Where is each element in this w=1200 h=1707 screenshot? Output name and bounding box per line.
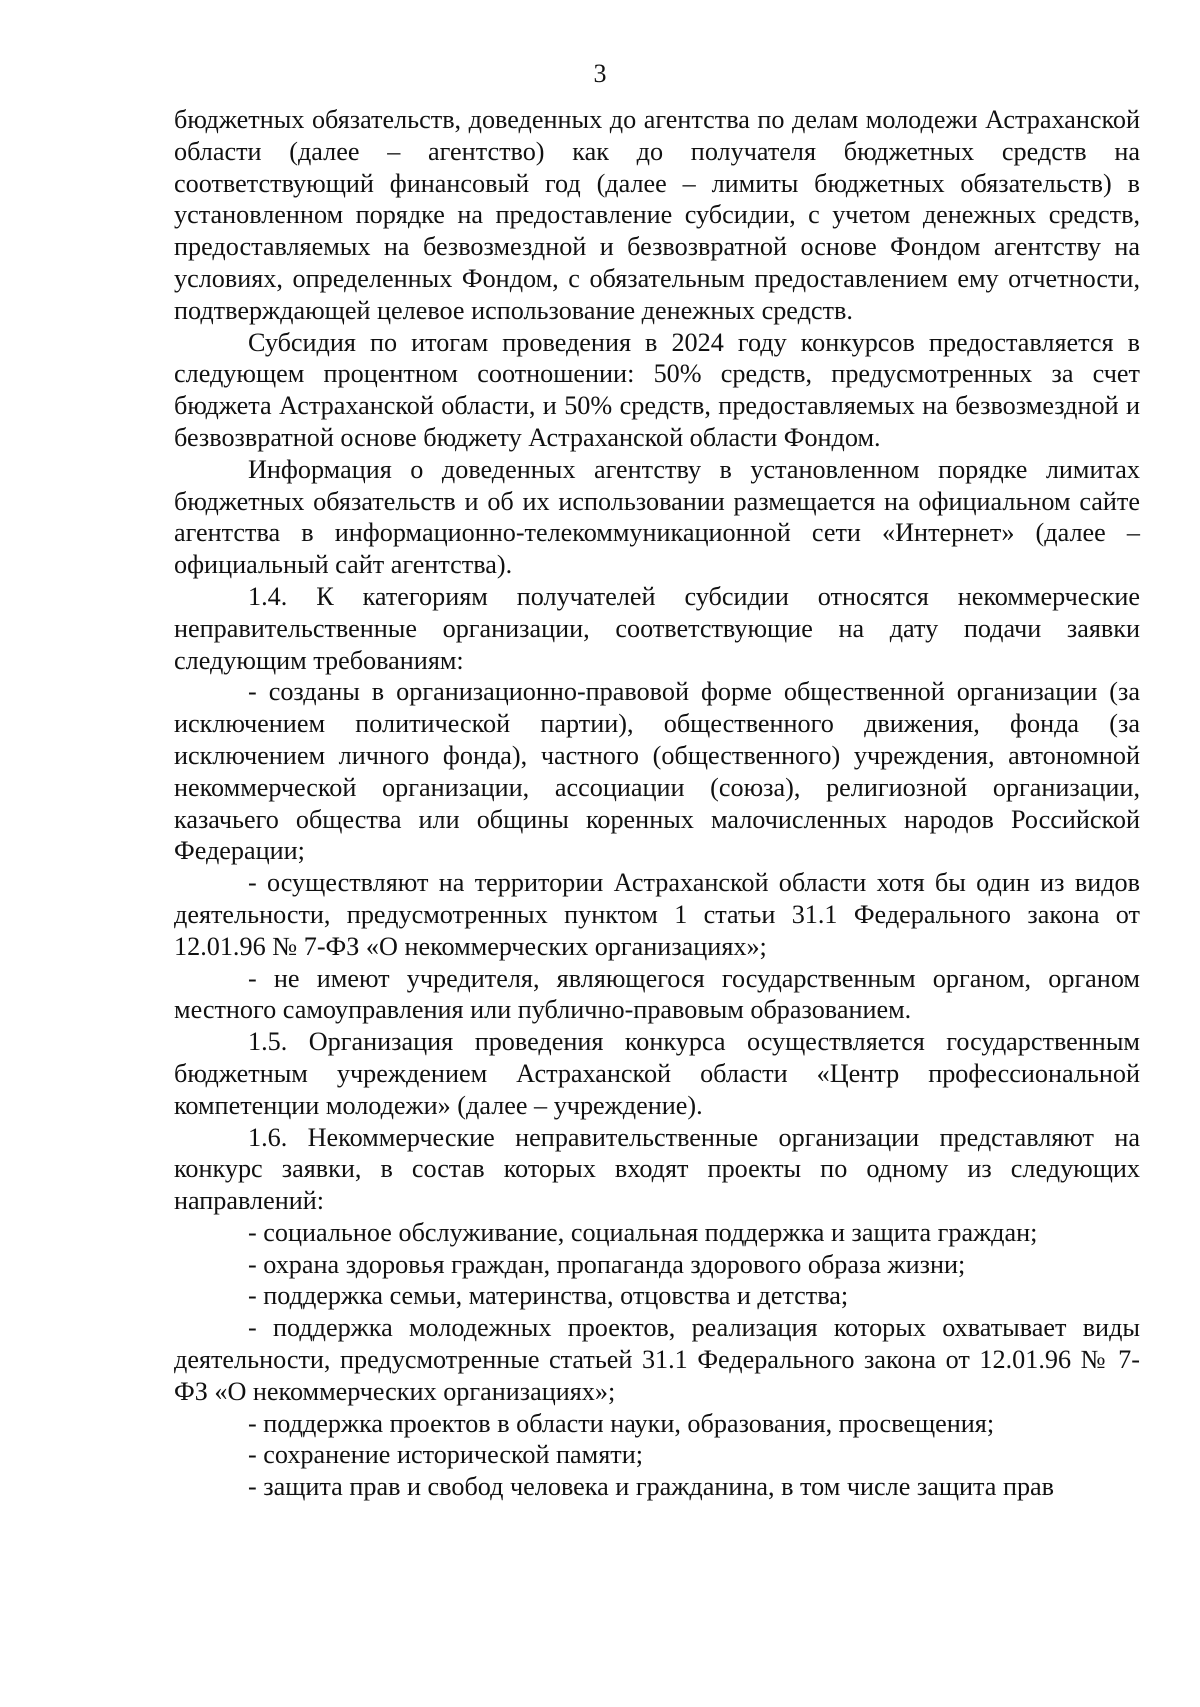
list-item-health: - охрана здоровья граждан, пропаганда здорового образа жизни; bbox=[248, 1249, 966, 1279]
list-item-science-education: - поддержка проектов в области науки, образования, просвещения; bbox=[248, 1408, 995, 1438]
list-item-family-support: - поддержка семьи, материнства, отцовства и детства; bbox=[248, 1281, 849, 1311]
list-item-legal-form: - созданы в организационно-правовой форме общественной организации (за исключением политической партии), общественного движения, фонда (за исключением личного фонда), частного (общественного) учреждения, автономной некоммерческой организации, ассоциации (союза), религиозной организации, казачьего общества или общины коренных малочисленных народов Российской Федерации; bbox=[174, 677, 1140, 866]
paragraph-budget-obligations: бюджетных обязательств, доведенных до агентства по делам молодежи Астраханской области (далее – агентство) как до получателя бюджетных средств на соответствующий финансовый год (далее – лимиты бюджетных обязательств) в установленном порядке на предоставление субсидии, с учетом денежных средств, предоставляемых на безвозмездной и безвозвратной основе Фондом агентству на условиях, определенных Фондом, с обязательным предоставлением ему отчетности, подтверждающей целевое использование денежных средств. bbox=[174, 105, 1140, 325]
paragraph-section-1-4: 1.4. К категориям получателей субсидии относятся некоммерческие неправительственные организации, соответствующие на дату подачи заявки следующим требованиям: bbox=[174, 581, 1140, 675]
list-item-social-services: - социальное обслуживание, социальная поддержка и защита граждан; bbox=[248, 1217, 1038, 1247]
paragraph-section-1-5: 1.5. Организация проведения конкурса осуществляется государственным бюджетным учреждением Астраханской области «Центр профессиональной компетенции молодежи» (далее – учреждение). bbox=[174, 1027, 1140, 1120]
paragraph-subsidy-ratio: Субсидия по итогам проведения в 2024 году конкурсов предоставляется в следующем процентном соотношении: 50% средств, предусмотренных за счет бюджета Астраханской области, и 50% средств, предоставляемых на безвозмездной и безвозвратной основе бюджету Астраханской области Фондом. bbox=[174, 327, 1140, 452]
list-item-no-state-founder: - не имеют учредителя, являющегося государственным органом, органом местного самоуправления или публично-правовым образованием. bbox=[174, 963, 1140, 1025]
document-body bbox=[174, 104, 1140, 1503]
list-item-youth-projects: - поддержка молодежных проектов, реализация которых охватывает виды деятельности, предусмотренные статьей 31.1 Федерального закона от 12.01.96 № 7-ФЗ «О некоммерческих организациях»; bbox=[174, 1313, 1140, 1406]
list-item-activities: - осуществляют на территории Астраханской области хотя бы один из видов деятельности, предусмотренных пунктом 1 статьи 31.1 Федерального закона от 12.01.96 № 7-ФЗ «О некоммерческих организациях»; bbox=[174, 868, 1140, 961]
list-item-human-rights: - защита прав и свобод человека и гражданина, в том числе защита прав bbox=[248, 1472, 1055, 1502]
page-number: 3 bbox=[593, 59, 607, 88]
paragraph-limits-information: Информация о доведенных агентству в установленном порядке лимитах бюджетных обязательств и об их использовании размещается на официальном сайте агентства в информационно-телекоммуникационной сети «Интернет» (далее – официальный сайт агентства). bbox=[174, 454, 1140, 580]
paragraph-section-1-6: 1.6. Некоммерческие неправительственные организации представляют на конкурс заявки, в состав которых входят проекты по одному из следующих направлений: bbox=[174, 1122, 1140, 1216]
list-item-historical-memory: - сохранение исторической памяти; bbox=[248, 1440, 644, 1470]
